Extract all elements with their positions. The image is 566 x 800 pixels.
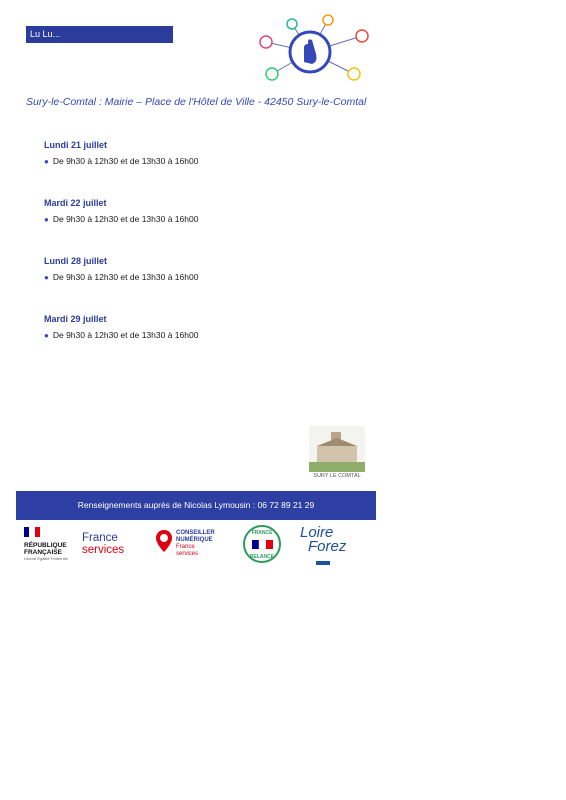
header-label: Lu Lu... <box>30 29 61 39</box>
map-pin-icon <box>156 530 172 552</box>
republique-francaise-logo: RÉPUBLIQUE FRANÇAISE Liberté Égalité Fraternité <box>24 524 68 561</box>
contact-bar: Renseignements auprès de Nicolas Lymousin : 06 72 89 21 29 <box>16 491 376 520</box>
schedule-day <box>44 140 344 166</box>
schedule-day <box>44 314 344 340</box>
schedule-day <box>44 198 344 224</box>
svg-text:RELANCE: RELANCE <box>249 554 275 560</box>
loire-forez-badge <box>316 561 330 565</box>
loire-forez-logo: Loire Forez <box>300 526 346 572</box>
bullet-icon: ● <box>44 273 49 282</box>
conseiller-numerique-logo: CONSEILLER NUMÉRIQUE France services <box>156 530 172 557</box>
partner-logos <box>16 520 376 570</box>
bullet-icon: ● <box>44 157 49 166</box>
town-logo-caption: SURY LE COMTAL <box>313 473 361 479</box>
france-relance-seal-icon <box>242 524 282 564</box>
header-title-bar <box>26 26 173 43</box>
time-slot: ● De 9h30 à 12h30 et de 13h30 à 16h00 <box>44 156 199 166</box>
marianne-icon <box>24 527 40 537</box>
town-logo <box>309 426 365 484</box>
time-slot: ● De 9h30 à 12h30 et de 13h30 à 16h00 <box>44 330 199 340</box>
schedule-day <box>44 256 344 282</box>
day-title: Mardi 22 juillet <box>44 198 107 208</box>
day-title: Mardi 29 juillet <box>44 314 107 324</box>
schedule-list <box>44 140 344 372</box>
address-line: Sury-le-Comtal : Mairie – Place de l'Hôtel de Ville - 42450 Sury-le-Comtal <box>26 96 367 108</box>
day-title: Lundi 21 juillet <box>44 140 108 150</box>
bullet-icon: ● <box>44 215 49 224</box>
france-services-logo: France services <box>82 532 125 556</box>
svg-text:FRANCE: FRANCE <box>251 530 273 536</box>
time-slot: ● De 9h30 à 12h30 et de 13h30 à 16h00 <box>44 272 199 282</box>
time-slot: ● De 9h30 à 12h30 et de 13h30 à 16h00 <box>44 214 199 224</box>
day-title: Lundi 28 juillet <box>44 256 108 266</box>
france-relance-logo <box>242 524 282 569</box>
town-hall-illustration <box>309 426 365 472</box>
bullet-icon: ● <box>44 331 49 340</box>
digital-hand-illustration <box>252 12 370 90</box>
